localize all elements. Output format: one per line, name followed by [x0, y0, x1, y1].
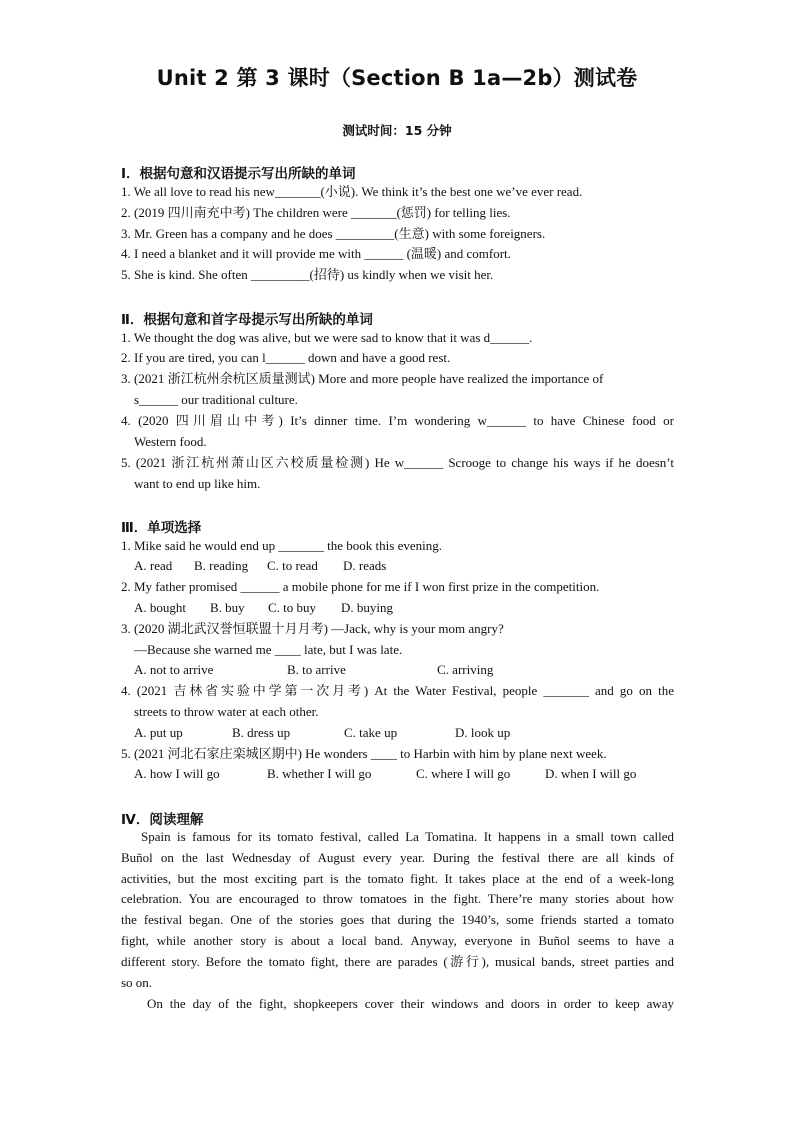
mc-option: A. put up — [134, 725, 183, 740]
mc-question-1: 1. Mike said he would end up _______ the book this evening. — [121, 538, 442, 553]
section-1-item: 5. She is kind. She often _________(招待) us kindly when we visit her. — [121, 267, 494, 282]
mc-question-2: 2. My father promised ______ a mobile phone for me if I won first prize in the competition. — [121, 579, 600, 594]
section-2-item: 1. We thought the dog was alive, but we were sad to know that it was d______. — [121, 330, 533, 345]
reading-paragraph-line: celebration. You are encouraged to throw tomatoes in the fight. There’re many stories about how — [121, 891, 674, 906]
reading-paragraph-line: Spain is famous for its tomato festival, called La Tomatina. It happens in a small town called — [141, 829, 674, 844]
section-1-item: 4. I need a blanket and it will provide me with ______ (温暖) and comfort. — [121, 246, 511, 261]
mc-option: C. to read — [267, 558, 318, 573]
mc-option: C. arriving — [437, 662, 494, 677]
reading-paragraph-line: fight, while another story is about a local band. Anyway, everyone in Buñol seems to have a — [121, 933, 674, 948]
section-4-heading: Ⅳ．阅读理解 — [121, 812, 204, 828]
reading-paragraph-line: On the day of the fight, shopkeepers cover their windows and doors in order to keep away — [147, 996, 674, 1011]
test-time: 测试时间：15 分钟 — [342, 123, 452, 138]
section-2-item-cont: Western food. — [134, 434, 207, 449]
mc-option: D. buying — [341, 600, 393, 615]
reading-paragraph-line: activities, but the most exciting part is the tomato fight. It takes place at the end of a week-long — [121, 871, 674, 886]
section-1-heading: Ⅰ．根据句意和汉语提示写出所缺的单词 — [121, 166, 356, 182]
section-1-item: 1. We all love to read his new_______(小说). We think it’s the best one we’ve ever read. — [121, 184, 583, 199]
section-2-item-cont: s______ our traditional culture. — [134, 392, 298, 407]
mc-option: C. take up — [344, 725, 398, 740]
mc-question-4-cont: streets to throw water at each other. — [134, 704, 319, 719]
mc-option: D. look up — [455, 725, 511, 740]
reading-paragraph-line: so on. — [121, 975, 153, 990]
section-2-item: 2. If you are tired, you can l______ down and have a good rest. — [121, 350, 451, 365]
mc-option: D. when I will go — [545, 766, 637, 781]
section-2-item: 5. (2021 浙江杭州萧山区六校质量检测) He w______ Scrooge to change his ways if he doesn’t — [121, 455, 674, 470]
mc-option: A. bought — [134, 600, 186, 615]
page-title: Unit 2 第 3 课时（Section B 1a—2b）测试卷 — [156, 66, 638, 90]
reading-paragraph-line: Buñol on the last Wednesday of August every year. During the festival there are all kinds of — [121, 850, 674, 865]
mc-option: B. dress up — [232, 725, 291, 740]
section-2-item: 4. (2020 四川眉山中考) It’s dinner time. I’m wondering w______ to have Chinese food or — [121, 413, 674, 428]
reading-paragraph-line: different story. Before the tomato fight, there are parades (游行), musical bands, street parties and — [121, 954, 674, 969]
mc-option: B. reading — [194, 558, 249, 573]
mc-question-5: 5. (2021 河北石家庄栾城区期中) He wonders ____ to Harbin with him by plane next week. — [121, 746, 607, 761]
mc-option: B. whether I will go — [267, 766, 372, 781]
mc-question-3-cont: —Because she warned me ____ late, but I was late. — [134, 642, 403, 657]
section-2-item: 3. (2021 浙江杭州余杭区质量测试) More and more people have realized the importance of — [121, 371, 604, 386]
mc-option: A. not to arrive — [134, 662, 214, 677]
mc-option: B. buy — [210, 600, 245, 615]
section-1-item: 2. (2019 四川南充中考) The children were _______(惩罚) for telling lies. — [121, 205, 511, 220]
mc-option: D. reads — [343, 558, 387, 573]
mc-question-4: 4. (2021 吉林省实验中学第一次月考) At the Water Festival, people _______ and go on the — [121, 683, 674, 698]
section-3-heading: Ⅲ．单项选择 — [121, 520, 202, 536]
mc-option: C. where I will go — [416, 766, 511, 781]
mc-option: B. to arrive — [287, 662, 346, 677]
mc-option: A. read — [134, 558, 173, 573]
section-1-item: 3. Mr. Green has a company and he does _________(生意) with some foreigners. — [121, 226, 546, 241]
section-2-item-cont: want to end up like him. — [134, 476, 261, 491]
mc-option: C. to buy — [268, 600, 317, 615]
mc-option: A. how I will go — [134, 766, 220, 781]
section-2-heading: Ⅱ．根据句意和首字母提示写出所缺的单词 — [121, 312, 373, 328]
reading-paragraph-line: the festival began. One of the stories goes that during the 1940’s, some friends started a tomato — [121, 912, 674, 927]
mc-question-3: 3. (2020 湖北武汉誉恒联盟十月月考) —Jack, why is your mom angry? — [121, 621, 504, 636]
